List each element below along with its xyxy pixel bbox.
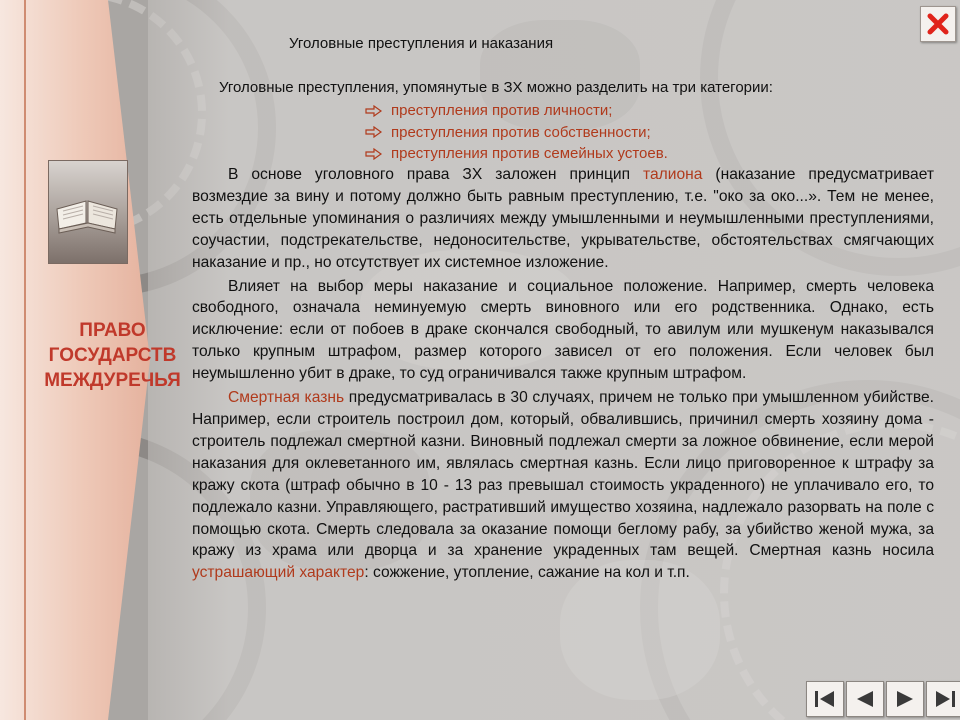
first-page-button[interactable] (806, 681, 844, 717)
category-label: преступления против семейных устоев. (391, 145, 668, 162)
paragraph-talion (192, 164, 934, 274)
list-item (365, 100, 668, 122)
close-button[interactable] (920, 6, 956, 42)
p1-text-end: (наказание предусматривает возмездие за вину и потому должно быть равным преступлению, т.е. "око за око...». Тем не менее, есть отдельные упоминания о различиях между умышленными и неумышленными преступлениями, соучастии, подстрекательстве, недоносительстве, укрывательстве, обстоятельствах смягчающих наказание и пр., но отсутствует их системное изложение. (192, 166, 934, 271)
paragraph-death-penalty (192, 387, 934, 584)
last-page-icon (932, 688, 958, 710)
p3-text-middle: предусматривалась в 30 случаях, причем не только при умышленном убийстве. Например, если строитель построил дом, который, обвалившись, причинил смерть хозяину дома - строитель подлежал смертной казни. Виновный подлежал смерти за ложное обвинение, если мерой наказания для оклеветанного им, являлась смертная казнь. Если лицо приговоренное к штрафу за кражу скота (штраф обычно в 10 - 13 раз превышал стоимость украденного) не уплачивало его, то подлежало казни. Управляющего, растративший имущество хозяина, надлежало разорвать на поле с помощью скота. Смерть следовала за оказание помощи беглому рабу, за убийство женой мужа, за кражу из храма или дворца и за хранение украденных там вещей. Смертная казнь носила (192, 389, 934, 560)
category-label: преступления против личности; (391, 102, 613, 119)
navigation-bar (806, 681, 960, 717)
death-penalty-link[interactable]: Смертная казнь (228, 389, 345, 407)
list-item (365, 143, 668, 165)
sidebar-title-line-2: ГОСУДАРСТВ (48, 345, 177, 366)
intro-text: Уголовные преступления, упомянутые в ЗХ можно разделить на три категории: (219, 79, 773, 96)
arrow-right-outline-icon (365, 148, 383, 160)
p1-text-start: В основе уголовного права ЗХ заложен принцип (228, 166, 644, 183)
previous-icon (852, 688, 878, 710)
p3-text-end: : сожжение, утопление, сажание на кол и т.п. (364, 564, 690, 582)
arrow-right-outline-icon (365, 105, 383, 117)
next-button[interactable] (886, 681, 924, 717)
open-book-icon (48, 160, 128, 264)
close-icon (927, 13, 949, 35)
page-title: Уголовные преступления и наказания (289, 35, 554, 52)
list-item (365, 122, 668, 144)
first-page-icon (812, 688, 838, 710)
body-text (192, 164, 934, 584)
talion-link[interactable]: талиона (643, 166, 703, 183)
sidebar-title-line-1: ПРАВО (79, 320, 146, 341)
intimidating-nature-link[interactable]: устрашающий характер (192, 564, 365, 582)
category-label: преступления против собственности; (391, 123, 651, 141)
last-page-button[interactable] (926, 681, 960, 717)
category-list (365, 100, 668, 165)
arrow-right-outline-icon (365, 126, 383, 138)
sidebar-title (30, 318, 195, 393)
sidebar-title-line-3: МЕЖДУРЕЧЬЯ (44, 370, 181, 391)
paragraph-social-status: Влияет на выбор меры наказание и социальное положение. Например, смерть человека свободного, означала неминуемую смерть виновного или его родственника. Однако, есть исключение: если от побоев в драке скончался свободный, то авилум или мушкенум наказывался только крупным штрафом, размер которого зависел от его положения. Если человек был неумышленно убит в драке, то суд ограничивался также крупным штрафом. (192, 277, 934, 383)
next-icon (892, 688, 918, 710)
previous-button[interactable] (846, 681, 884, 717)
sidebar-edge-line (24, 0, 26, 720)
